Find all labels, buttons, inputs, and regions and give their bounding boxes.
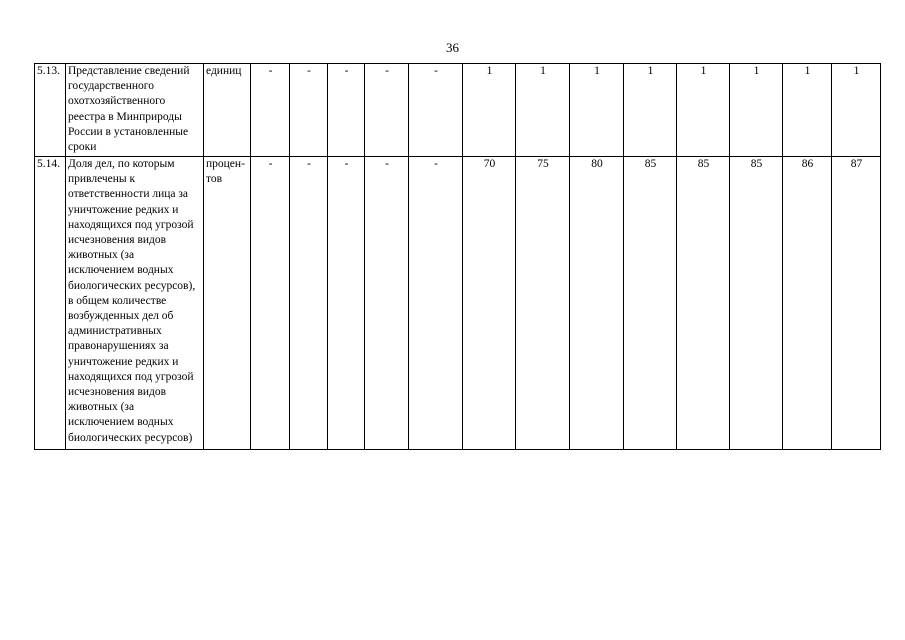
indicators-table	[34, 63, 881, 450]
value-cell: 1	[463, 64, 516, 157]
value-cell: -	[328, 64, 365, 157]
table-row	[35, 64, 881, 157]
value-cell: 1	[516, 64, 570, 157]
value-cell: 85	[730, 157, 783, 450]
value-cell: 1	[730, 64, 783, 157]
value-cell: -	[251, 64, 290, 157]
value-cell: -	[290, 157, 328, 450]
page-number: 36	[446, 40, 459, 55]
row-number: 5.13.	[35, 64, 66, 157]
table-row	[35, 157, 881, 450]
value-cell: -	[365, 157, 409, 450]
value-cell: 1	[832, 64, 881, 157]
value-cell: 1	[783, 64, 832, 157]
value-cell: -	[290, 64, 328, 157]
unit-of-measure: процен-тов	[204, 157, 251, 450]
value-cell: 75	[516, 157, 570, 450]
value-cell: 1	[570, 64, 624, 157]
unit-of-measure: единиц	[204, 64, 251, 157]
value-cell: 87	[832, 157, 881, 450]
value-cell: -	[251, 157, 290, 450]
value-cell: -	[409, 64, 463, 157]
row-number: 5.14.	[35, 157, 66, 450]
value-cell: 80	[570, 157, 624, 450]
value-cell: -	[409, 157, 463, 450]
value-cell: -	[365, 64, 409, 157]
value-cell: 1	[624, 64, 677, 157]
value-cell: 86	[783, 157, 832, 450]
value-cell: 85	[677, 157, 730, 450]
indicator-name: Представление сведений государственного охотхозяйственного реестра в Минприроды России в установленные сроки	[66, 64, 204, 157]
indicator-name: Доля дел, по которым привлечены к ответственности лица за уничтожение редких и находящихся под угрозой исчезновения видов животных (за исключением водных биологических ресурсов), в общем количестве возбужденных дел об административных правонарушениях за уничтожение редких и находящихся под угрозой исчезновения видов животных (за исключением водных биологических ресурсов)	[66, 157, 204, 450]
value-cell: -	[328, 157, 365, 450]
value-cell: 1	[677, 64, 730, 157]
value-cell: 70	[463, 157, 516, 450]
value-cell: 85	[624, 157, 677, 450]
